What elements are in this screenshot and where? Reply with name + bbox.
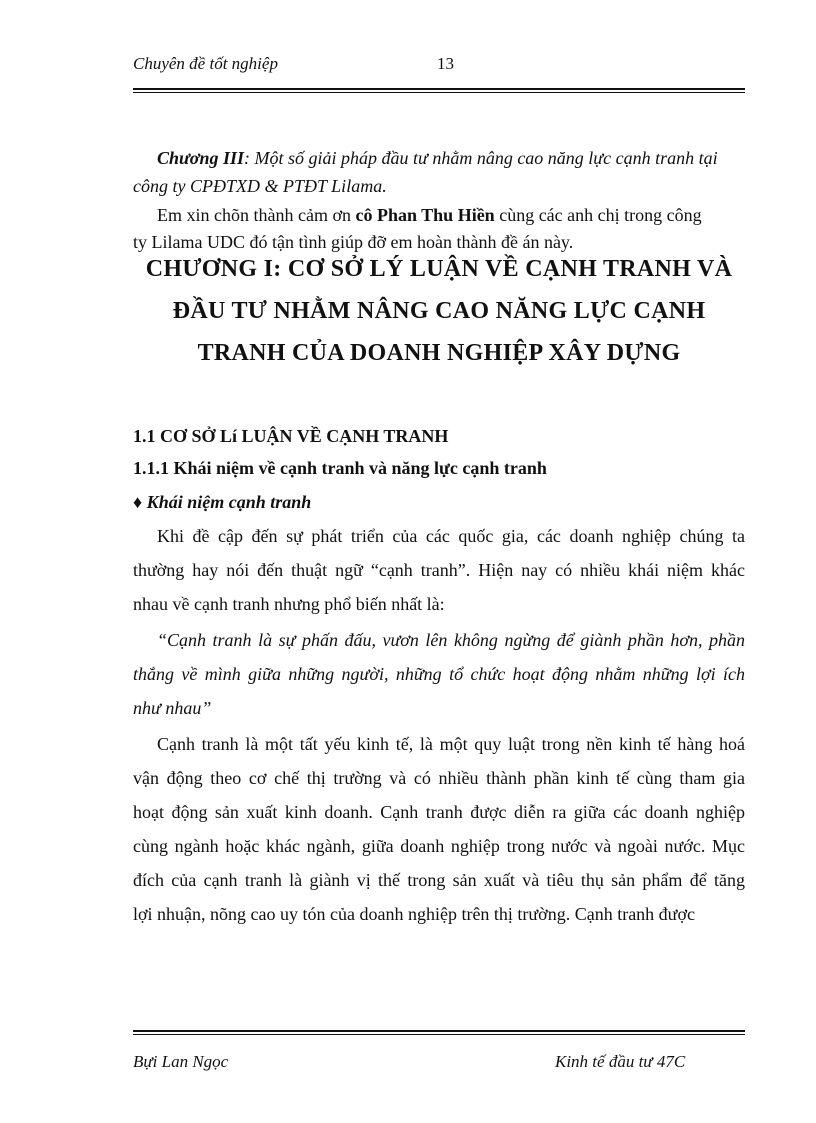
footer-course: Kinh tế đầu tư 47C (555, 1052, 686, 1071)
section-1-1-1-heading: 1.1.1 Khái niệm về cạnh tranh và năng lực cạnh tranh (133, 458, 547, 478)
para1-text-1: Khi đề cập đến sự phát triển của các quốc gia, các doanh nghiệp chúng ta (157, 526, 745, 546)
thanks-text-a: Em xin chõn thành cảm ơn (157, 205, 356, 225)
para1-line-1 (133, 524, 745, 548)
footer-author: Bựi Lan Ngọc (133, 1052, 229, 1071)
advisor-name: cô Phan Thu Hiền (355, 205, 495, 225)
intro-line-2: công ty CPĐTXD & PTĐT Lilama. (133, 176, 387, 196)
chapter-title-line-3: TRANH CỦA DOANH NGHIỆP XÂY DỰNG (197, 340, 681, 366)
header-rule (133, 88, 745, 93)
para2-line-2: vận động theo cơ chế thị trường và có nhiều thành phần kinh tế cùng tham gia (133, 768, 745, 788)
quote-line-1 (133, 628, 745, 652)
quote-line-3: như nhau” (133, 698, 212, 718)
para2-line-3: hoạt động sản xuất kinh doanh. Cạnh tranh được diễn ra giữa các doanh nghiệp (133, 802, 745, 822)
para2-line-5: đích của cạnh tranh là giành vị thế trong sản xuất và tiêu thụ sản phẩm để tăng (133, 870, 745, 890)
thanks-text-b: cùng các anh chị trong công (494, 205, 702, 225)
chapter3-text: : Một số giải pháp đầu tư nhằm nâng cao năng lực cạnh tranh tại (244, 148, 718, 168)
para1-line-3: nhau về cạnh tranh nhưng phổ biến nhất là: (133, 594, 445, 614)
header-title: Chuyên đề tốt nghiệp (133, 54, 278, 73)
chapter-title-line-2: ĐẦU TƯ NHẰM NÂNG CAO NĂNG LỰC CẠNH (172, 298, 706, 324)
quote-text-1: “Cạnh tranh là sự phấn đấu, vươn lên không ngừng để giành phần hơn, phần (157, 630, 745, 650)
section-1-1-heading: 1.1 CƠ SỞ Lí LUẬN VỀ CẠNH TRANH (133, 426, 449, 446)
page-number: 13 (437, 54, 454, 73)
bullet-heading: ♦ Khái niệm cạnh tranh (133, 492, 312, 512)
chapter3-label: Chương III (157, 148, 244, 168)
thanks-line-2: ty Lilama UDC đó tận tình giúp đỡ em hoàn thành đề án này. (133, 232, 574, 252)
thanks-line-1 (133, 203, 745, 227)
para2-line-6: lợi nhuận, nõng cao uy tón của doanh nghiệp trên thị trường. Cạnh tranh được (133, 904, 695, 924)
chapter-title-line-1: CHƯƠNG I: CƠ SỞ LÝ LUẬN VỀ CẠNH TRANH VÀ (145, 256, 733, 282)
para2-line-4: cùng ngành hoặc khác ngành, giữa doanh nghiệp trong nước và ngoài nước. Mục (133, 836, 745, 856)
para2-text-1: Cạnh tranh là một tất yếu kinh tế, là một quy luật trong nền kinh tế hàng hoá (157, 734, 745, 754)
intro-line-1 (133, 146, 745, 170)
para1-line-2: thường hay nói đến thuật ngữ “cạnh tranh”. Hiện nay có nhiều khái niệm khác (133, 560, 745, 580)
para2-line-1 (133, 732, 745, 756)
footer-rule (133, 1030, 745, 1035)
quote-line-2: thắng về mình giữa những người, những tổ chức hoạt động nhằm những lợi ích (133, 664, 745, 684)
